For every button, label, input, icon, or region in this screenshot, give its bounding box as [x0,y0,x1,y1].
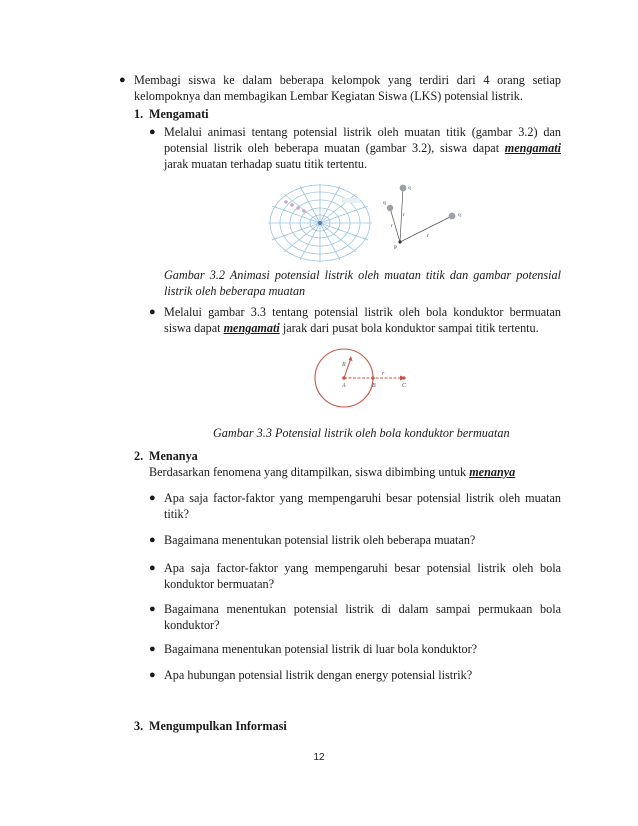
fig-label: q [383,200,386,206]
page-number: 12 [313,752,325,763]
figure-3-2-caption-line-2: listrik oleh beberapa muatan [164,284,306,298]
intro-line-2: kelompoknya dan membagikan Lembar Kegiatan Siswa (LKS) potensial listrik. [134,89,523,103]
bullet-icon: ● [149,603,156,615]
question-1-line-2: titik? [164,507,190,521]
s1-bullet1-line-2 [164,140,561,156]
section-3-title: Mengumpulkan Informasi [149,719,287,733]
fig-label: q [408,185,411,191]
section-2-title: Menanya [149,449,198,463]
keyword-mengamati: mengamati [504,141,561,155]
fig-label: C [402,383,407,389]
question-4-line-1: Bagaimana menentukan potensial listrik di dalam sampai permukaan bola [164,602,561,616]
question-3-line-2: konduktor bermuatan? [164,577,274,591]
section-2-intro-text: Berdasarkan fenomena yang ditampilkan, siswa dibimbing untuk [149,465,467,479]
s1-bullet2-line-2 [164,320,564,336]
conductor-sphere-diagram [312,346,414,410]
keyword-mengamati: mengamati [223,321,280,335]
s1-bullet2-line-2-post: jarak dari pusat bola konduktor sampai titik tertentu. [282,321,539,335]
s1-bullet2-line-1: Melalui gambar 3.3 tentang potensial listrik oleh bola konduktor bermuatan [164,305,561,319]
bullet-icon: ● [149,534,156,546]
fig-label: r [391,223,393,229]
multiple-charges-diagram [382,180,472,252]
question-4-line-2: konduktor? [164,618,220,632]
fig-label: P [394,245,398,251]
fig-label: r [427,233,429,239]
question-2: Bagaimana menentukan potensial listrik oleh beberapa muatan? [164,533,476,547]
s1-bullet1-line-1: Melalui animasi tentang potensial listrik oleh muatan titik (gambar 3.2) dan [164,125,561,139]
question-1-line-1: Apa saja factor-faktor yang mempengaruhi besar potensial listrik oleh muatan [164,491,561,505]
question-5: Bagaimana menentukan potensial listrik di luar bola konduktor? [164,642,478,656]
fig-label: r [382,371,385,377]
keyword-menanya: menanya [469,465,516,479]
bullet-icon: ● [149,126,156,138]
intro-line-1: Membagi siswa ke dalam beberapa kelompok yang terdiri dari 4 orang setiap [134,73,561,87]
bullet-icon: ● [149,562,156,574]
s1-bullet1-line-2-text: potensial listrik oleh beberapa muatan (gambar 3.2), siswa dapat [164,141,500,155]
figure-3-2-caption-line-1: Gambar 3.2 Animasi potensial listrik oleh muatan titik dan gambar potensial [164,268,561,282]
section-1-number: 1. [134,107,144,121]
question-3-line-1: Apa saja factor-faktor yang mempengaruhi besar potensial listrik oleh bola [164,561,561,575]
figure-3-3-caption: Gambar 3.3 Potensial listrik oleh bola konduktor bermuatan [213,426,510,440]
fig-label: R [342,362,346,368]
bullet-icon: ● [149,306,156,318]
section-2-intro [149,464,569,480]
bullet-icon: ● [149,492,156,504]
bullet-icon: ● [149,669,156,681]
section-3-number: 3. [134,719,144,733]
point-charge-field-diagram [262,182,378,264]
fig-label: q [458,212,461,218]
s1-bullet2-line-2-pre: siswa dapat [164,321,221,335]
section-2-number: 2. [134,449,144,463]
fig-label: A [342,383,346,389]
question-6: Apa hubungan potensial listrik dengan energy potensial listrik? [164,668,473,682]
fig-label: B [372,383,376,389]
bullet-icon: ● [119,74,126,86]
bullet-icon: ● [149,643,156,655]
section-1-title: Mengamati [149,107,209,121]
s1-bullet1-line-3: jarak muatan terhadap suatu titik tertentu. [164,157,368,171]
fig-label: r [403,212,405,218]
